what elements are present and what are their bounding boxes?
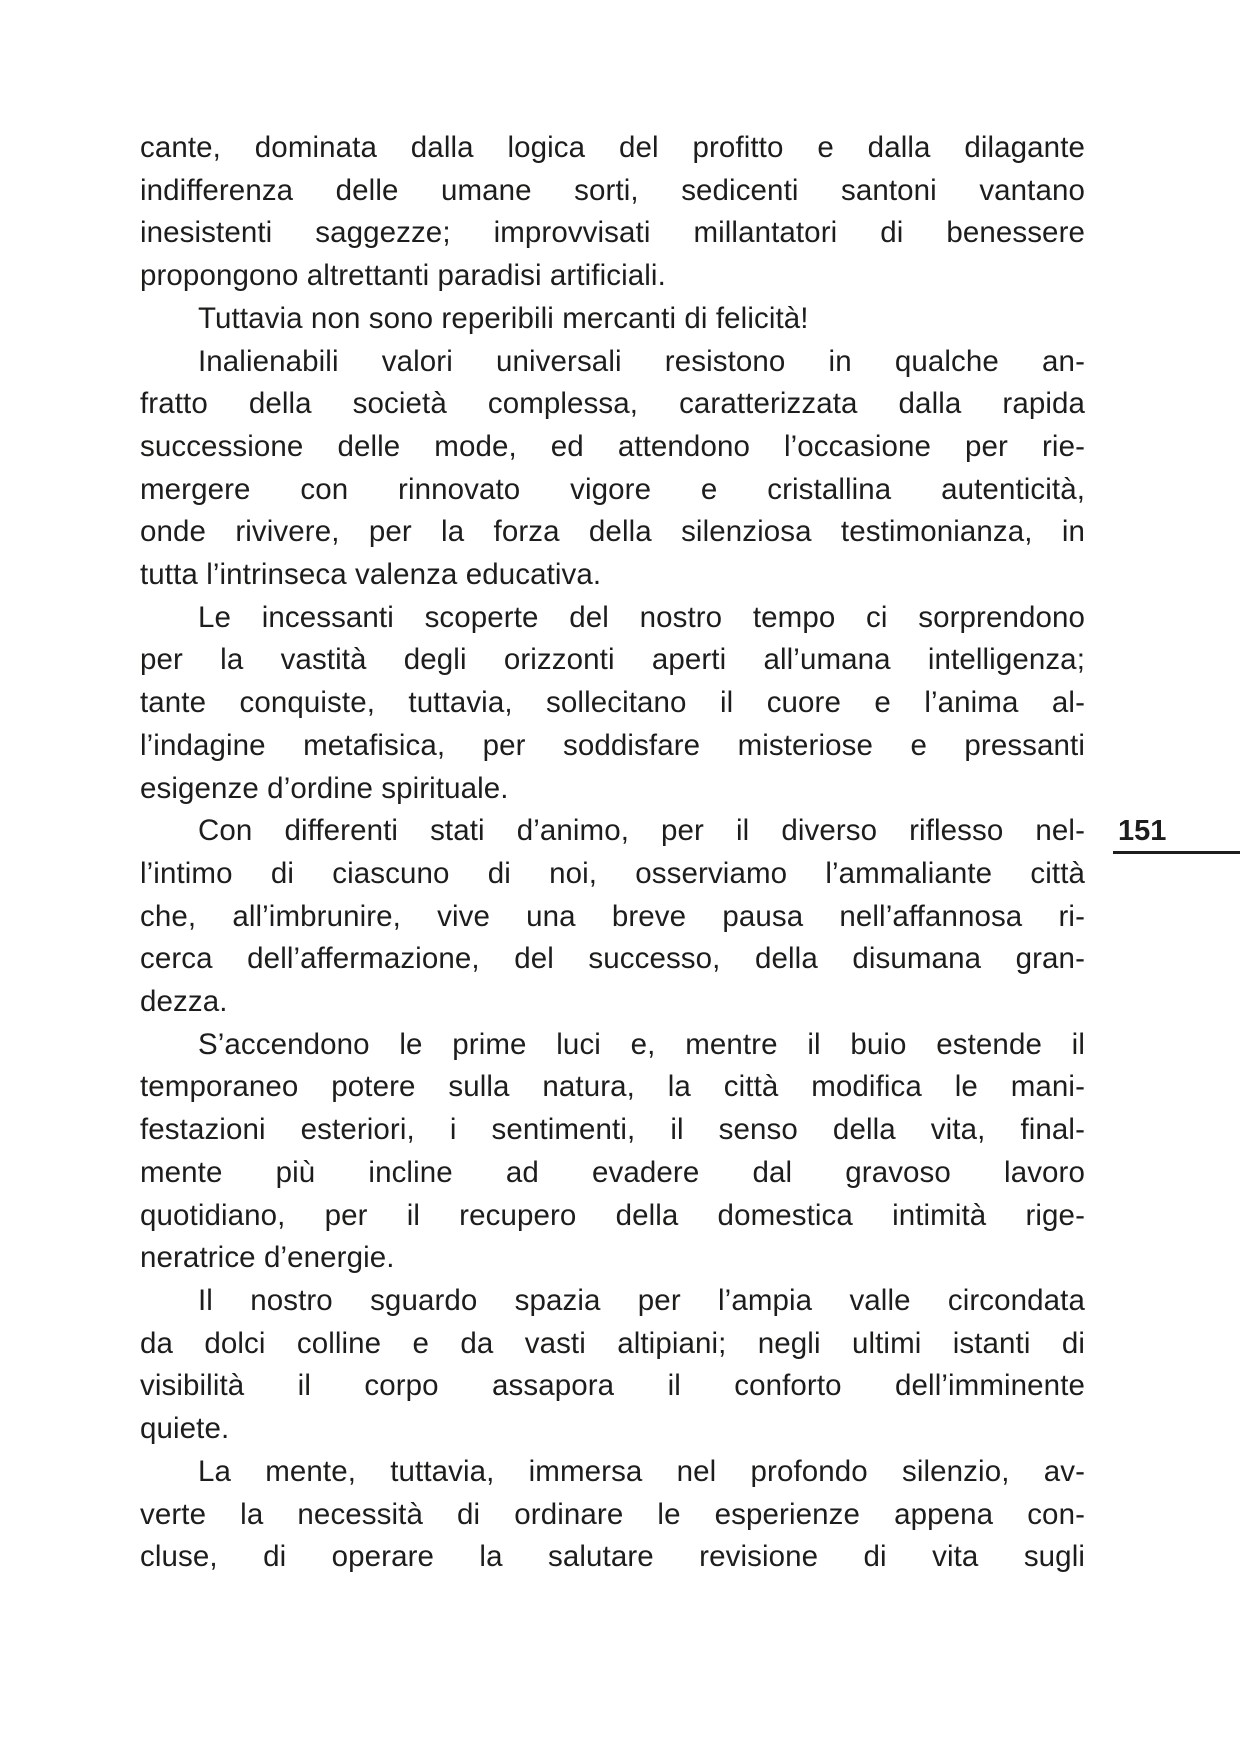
text-line: l’indagine metafisica, per soddisfare misteriose e pressanti bbox=[140, 728, 1085, 762]
text-line: Il nostro sguardo spazia per l’ampia valle circondata bbox=[198, 1283, 1085, 1317]
text-line: verte la necessità di ordinare le esperienze appena con- bbox=[140, 1497, 1085, 1531]
text-line: inesistenti saggezze; improvvisati millantatori di benessere bbox=[140, 216, 1085, 250]
text-line: mente più incline ad evadere dal gravoso lavoro bbox=[140, 1155, 1085, 1189]
text-line: fratto della società complessa, caratterizzata dalla rapida bbox=[140, 387, 1085, 421]
paragraph bbox=[140, 1280, 1085, 1451]
text-line: l’intimo di ciascuno di noi, osserviamo l’ammaliante città bbox=[140, 856, 1085, 890]
text-line: Inalienabili valori universali resistono in qualche an- bbox=[198, 344, 1085, 378]
text-line: neratrice d’energie. bbox=[140, 1241, 395, 1275]
text-line: quotidiano, per il recupero della domestica intimità rige- bbox=[140, 1198, 1085, 1232]
text-line: tante conquiste, tuttavia, sollecitano il cuore e l’anima al- bbox=[140, 686, 1085, 720]
text-line: che, all’imbrunire, vive una breve pausa nell’affannosa ri- bbox=[140, 899, 1085, 933]
text-line: propongono altrettanti paradisi artificiali. bbox=[140, 259, 666, 293]
text-line: visibilità il corpo assapora il conforto dell’imminente bbox=[140, 1369, 1085, 1403]
page-number-marginal bbox=[1113, 810, 1240, 854]
text-line: La mente, tuttavia, immersa nel profondo silenzio, av- bbox=[198, 1454, 1085, 1488]
text-line: temporaneo potere sulla natura, la città modifica le mani- bbox=[140, 1070, 1085, 1104]
text-line: tutta l’intrinseca valenza educativa. bbox=[140, 558, 602, 592]
text-line: successione delle mode, ed attendono l’occasione per rie- bbox=[140, 429, 1085, 463]
paragraph bbox=[140, 298, 1085, 341]
text-line: cerca dell’affermazione, del successo, della disumana gran- bbox=[140, 942, 1085, 976]
paragraph bbox=[140, 810, 1085, 1024]
paragraph bbox=[140, 127, 1085, 298]
text-line: esigenze d’ordine spirituale. bbox=[140, 771, 509, 805]
text-line: per la vastità degli orizzonti aperti all’umana intelligenza; bbox=[140, 643, 1085, 677]
body-text bbox=[140, 127, 1085, 1579]
text-line: quiete. bbox=[140, 1412, 230, 1446]
paragraph bbox=[140, 1024, 1085, 1280]
text-line: Tuttavia non sono reperibili mercanti di felicità! bbox=[198, 301, 809, 335]
paragraph bbox=[140, 341, 1085, 597]
text-line: cluse, di operare la salutare revisione di vita sugli bbox=[140, 1540, 1085, 1574]
text-line: indifferenza delle umane sorti, sedicenti santoni vantano bbox=[140, 173, 1085, 207]
paragraph bbox=[140, 1451, 1085, 1579]
text-line: Le incessanti scoperte del nostro tempo ci sorprendono bbox=[198, 600, 1085, 634]
text-line: S’accendono le prime luci e, mentre il buio estende il bbox=[198, 1027, 1085, 1061]
text-line: festazioni esteriori, i sentimenti, il senso della vita, final- bbox=[140, 1113, 1085, 1147]
text-line: dezza. bbox=[140, 985, 228, 1019]
text-line: mergere con rinnovato vigore e cristallina autenticità, bbox=[140, 472, 1085, 506]
text-line: Con differenti stati d’animo, per il diverso riflesso nel- bbox=[198, 814, 1085, 848]
page-number: 151 bbox=[1118, 815, 1167, 847]
text-line: onde rivivere, per la forza della silenziosa testimonianza, in bbox=[140, 515, 1085, 549]
text-line: cante, dominata dalla logica del profitto e dalla dilagante bbox=[140, 131, 1085, 164]
text-line: da dolci colline e da vasti altipiani; negli ultimi istanti di bbox=[140, 1326, 1085, 1360]
paragraph bbox=[140, 597, 1085, 811]
